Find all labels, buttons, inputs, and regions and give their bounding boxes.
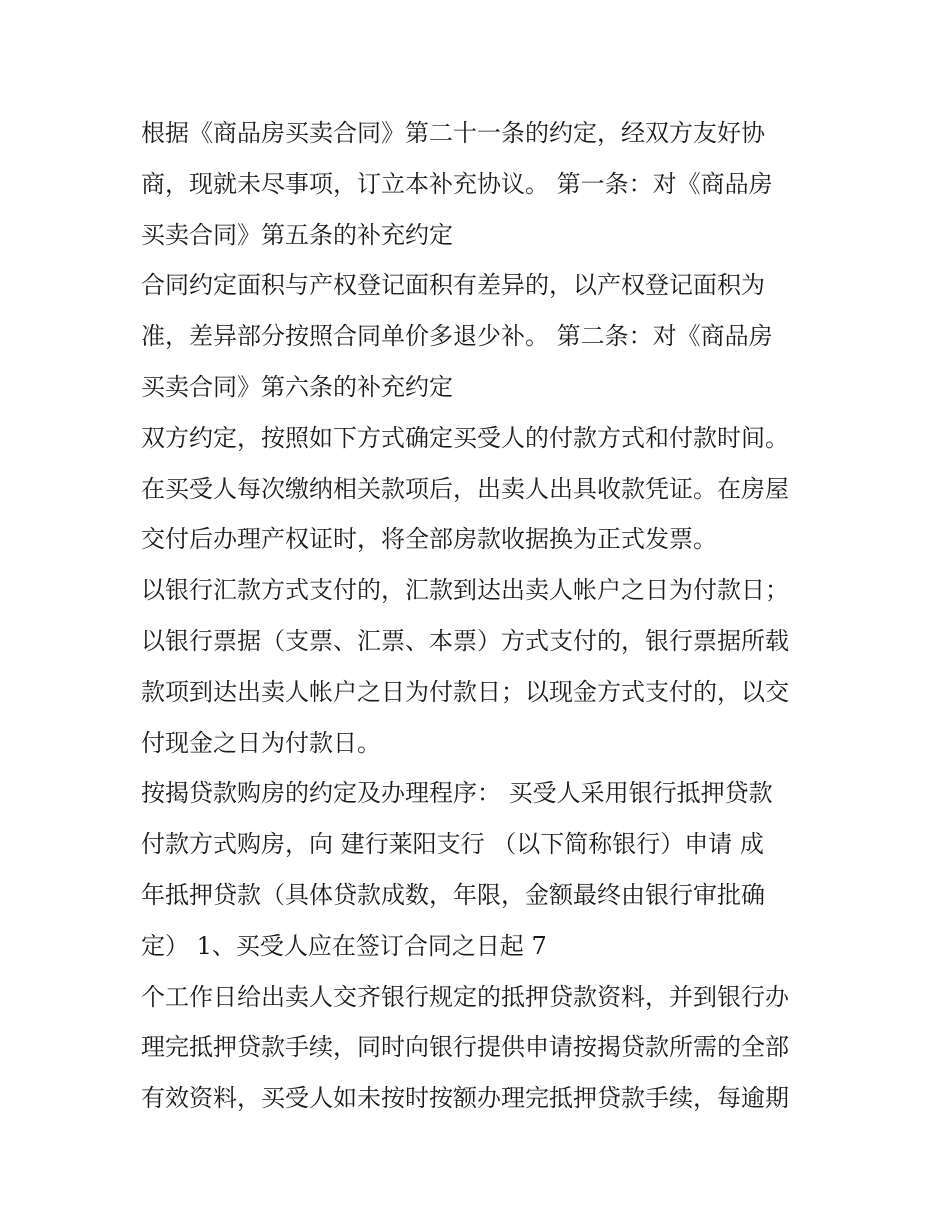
text-line: 年抵押贷款（具体贷款成数，年限，金额最终由银行审批确 bbox=[141, 880, 765, 909]
text-line: 交付后办理产权证时，将全部房款收据换为正式发票。 bbox=[141, 525, 717, 554]
text-line: 有效资料，买受人如未按时按额办理完抵押贷款手续，每逾期 bbox=[141, 1084, 789, 1113]
text-line: 按揭贷款购房的约定及办理程序： 买受人采用银行抵押贷款 bbox=[141, 779, 773, 808]
text-line: 以银行汇款方式支付的，汇款到达出卖人帐户之日为付款日； bbox=[141, 576, 789, 605]
text-line: 准，差异部分按照合同单价多退少补。 第二条：对《商品房 bbox=[141, 322, 773, 351]
text-line: 定） 1、买受人应在签订合同之日起 7 bbox=[141, 931, 547, 960]
text-line: 合同约定面积与产权登记面积有差异的，以产权登记面积为 bbox=[141, 271, 765, 300]
text-line: 买卖合同》第六条的补充约定 bbox=[141, 372, 453, 401]
text-line: 理完抵押贷款手续，同时向银行提供申请按揭贷款所需的全部 bbox=[141, 1033, 789, 1062]
text-line: 付现金之日为付款日。 bbox=[141, 728, 381, 757]
text-line: 付款方式购房，向 建行莱阳支行 （以下简称银行）申请 成 bbox=[141, 830, 764, 859]
text-line: 双方约定，按照如下方式确定买受人的付款方式和付款时间。 bbox=[141, 423, 789, 452]
document-body bbox=[141, 108, 821, 1124]
text-line: 以银行票据（支票、汇票、本票）方式支付的，银行票据所载 bbox=[141, 626, 789, 655]
text-line: 根据《商品房买卖合同》第二十一条的约定，经双方友好协 bbox=[141, 119, 765, 147]
text-line: 商，现就未尽事项，订立本补充协议。 第一条：对《商品房 bbox=[141, 169, 773, 198]
text-line: 款项到达出卖人帐户之日为付款日；以现金方式支付的，以交 bbox=[141, 677, 789, 706]
text-line: 买卖合同》第五条的补充约定 bbox=[141, 220, 453, 249]
text-line: 在买受人每次缴纳相关款项后，出卖人出具收款凭证。在房屋 bbox=[141, 474, 789, 503]
text-line: 个工作日给出卖人交齐银行规定的抵押贷款资料，并到银行办 bbox=[141, 982, 789, 1011]
